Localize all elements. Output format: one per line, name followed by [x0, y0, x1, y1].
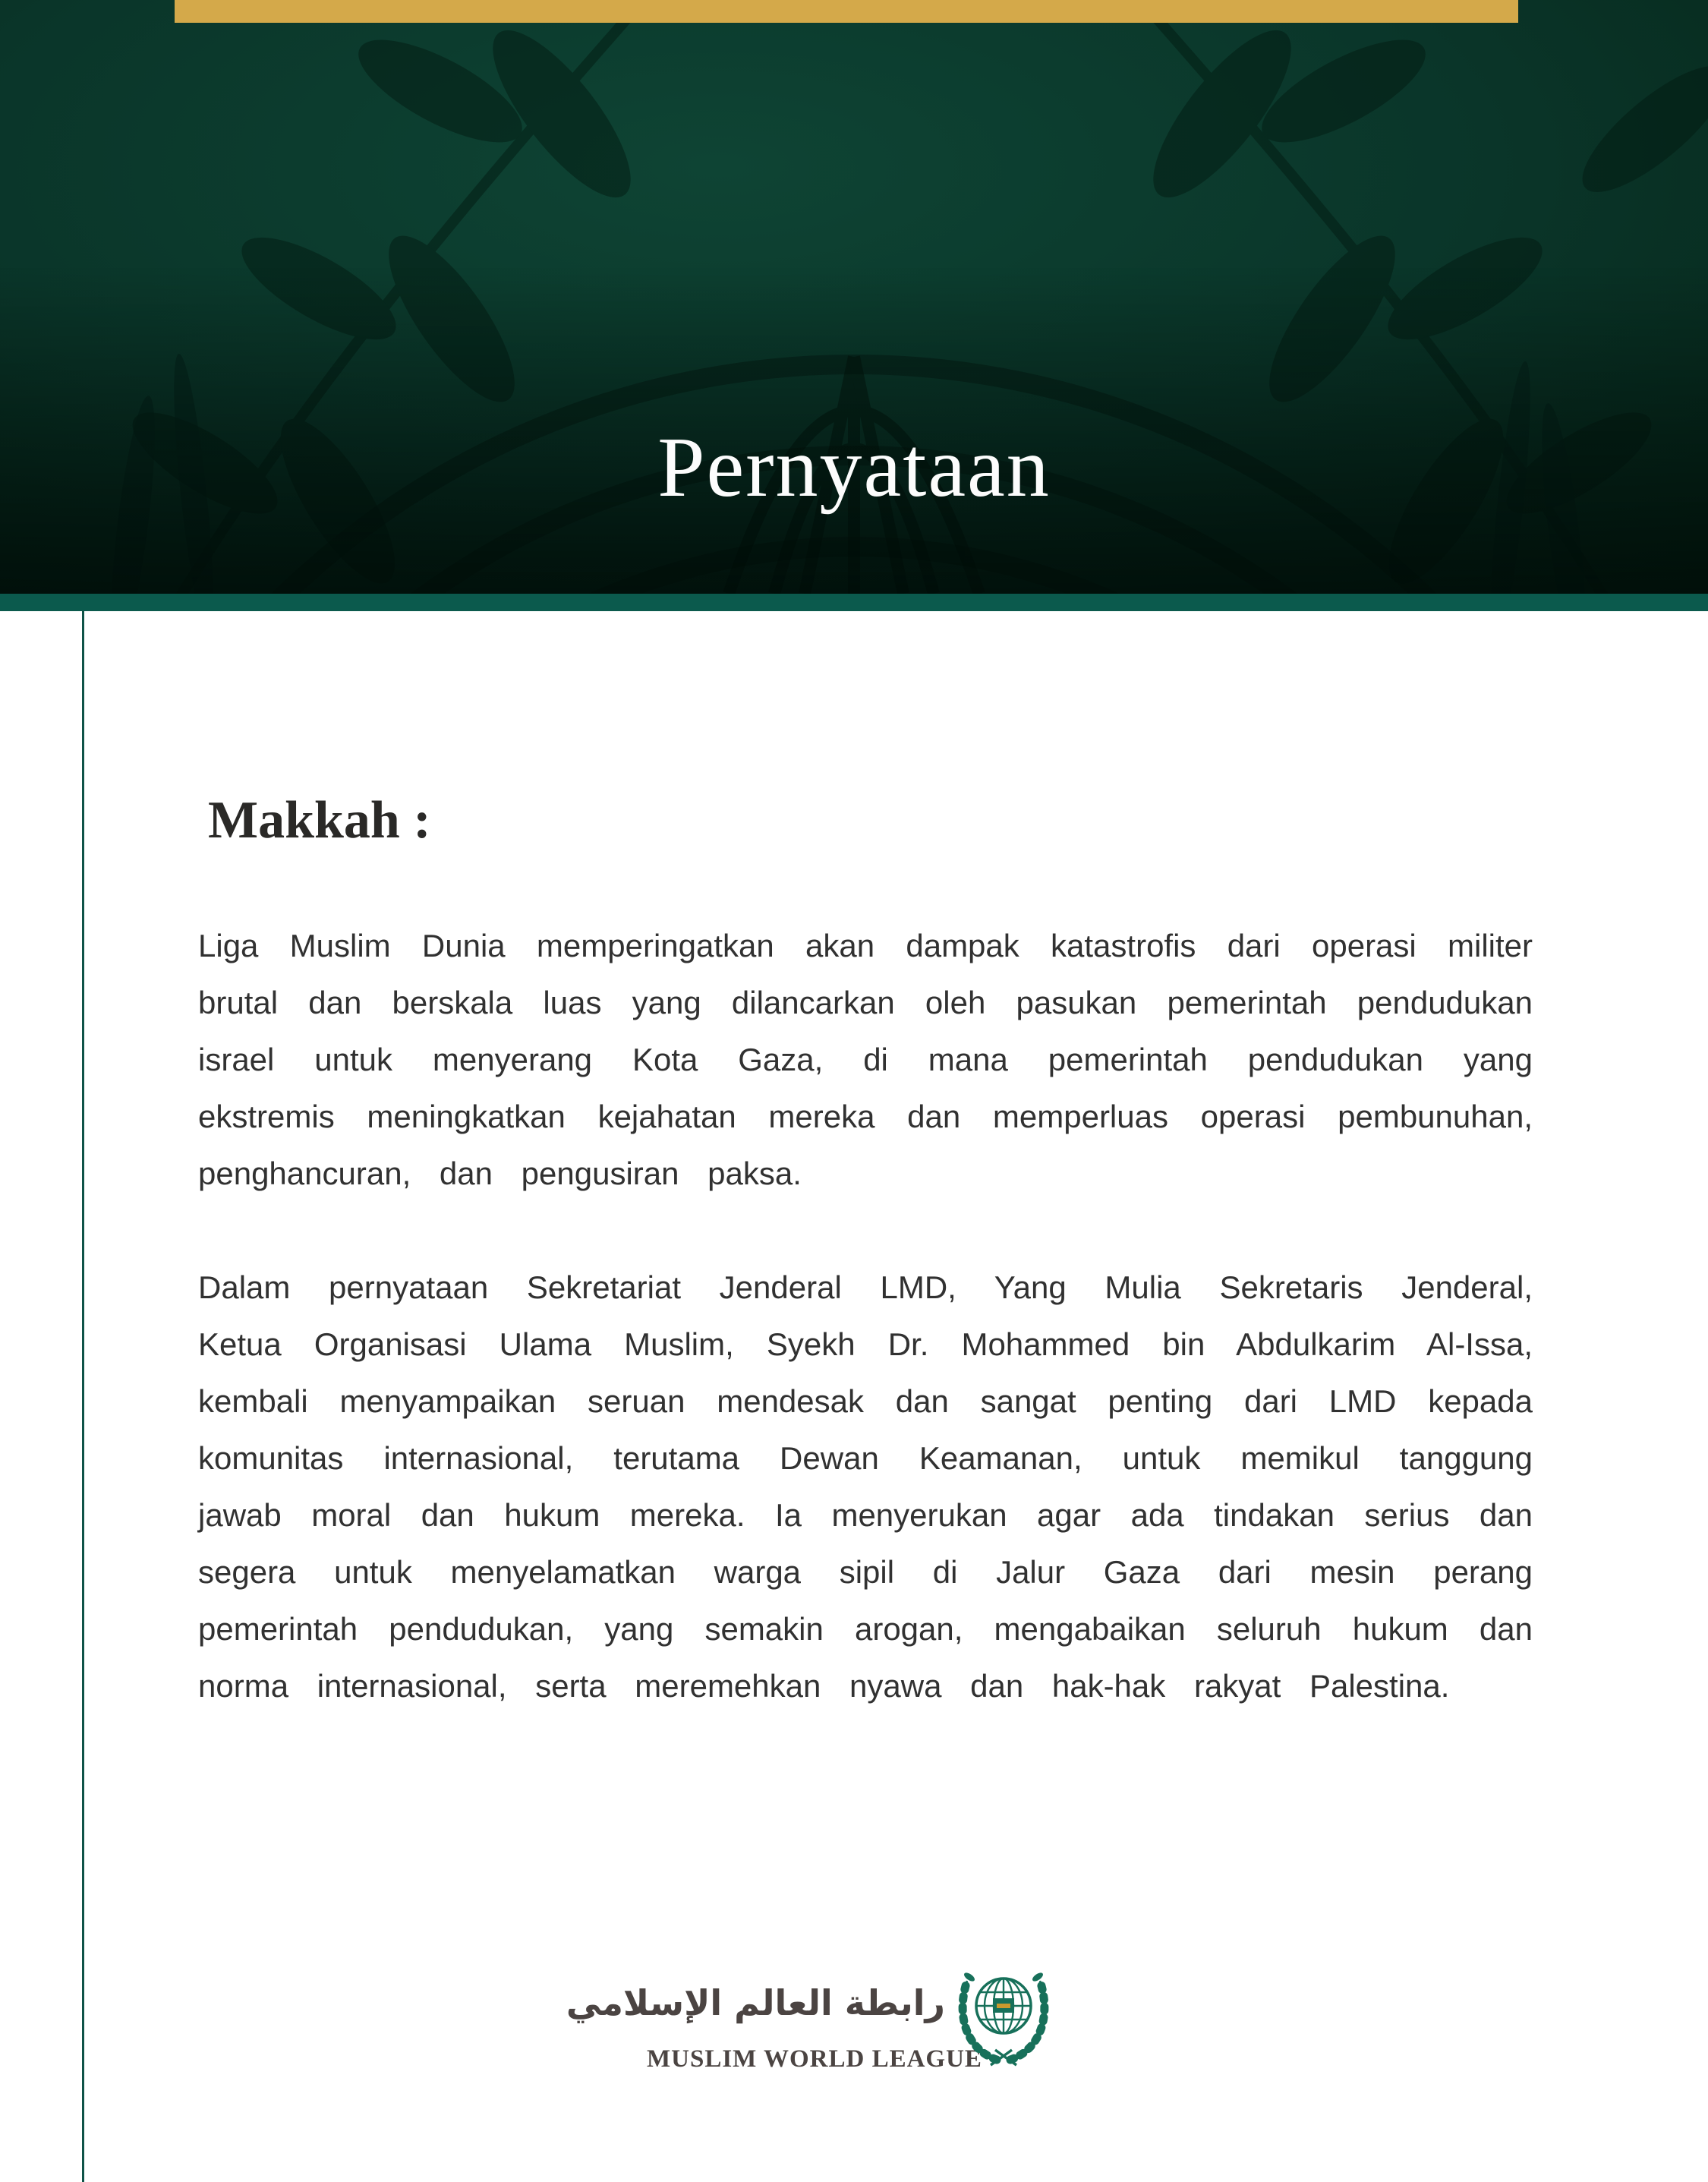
org-wordmark: MUSLIM WORLD LEAGUE [647, 2045, 982, 2073]
wreath-globe-kaaba-emblem-icon [954, 1970, 1053, 2067]
page-title: Pernyataan [657, 421, 1051, 515]
location-heading: Makkah : [208, 791, 431, 850]
statement-paragraph-1: Liga Muslim Dunia memperingatkan akan dampak katastrofis dari operasi militer brutal dan berskala luas yang dilancarkan oleh pasukan pemerintah pendudukan israel untuk menyerang Kota Gaza, di mana pemerintah pendudukan yang ekstremis meningkatkan kejahatan mereka dan memperluas operasi pembunuhan, penghancuran, dan pengusiran paksa. [198, 928, 1533, 1191]
header-banner [0, 0, 1708, 594]
statement-paragraph-2: Dalam pernyataan Sekretariat Jenderal LMD, Yang Mulia Sekretaris Jenderal, Ketua Organisasi Ulama Muslim, Syekh Dr. Mohammed bin Abdulkarim Al-Issa, kembali menyampaikan seruan mendesak dan sangat penting dari LMD kepada komunitas internasional, terutama Dewan Keamanan, untuk memikul tanggung jawab moral dan hukum mereka. Ia menyerukan agar ada tindakan serius dan segera untuk menyelamatkan warga sipil di Jalur Gaza dari mesin perang pemerintah pendudukan, yang semakin arogan, mengabaikan seluruh hukum dan norma internasional, serta meremehkan nyawa dan hak-hak rakyat Palestina. [198, 1269, 1533, 1704]
teal-divider-band [0, 594, 1708, 611]
statement-body [198, 917, 1533, 1714]
org-name-arabic: رابطة العالم الإسلامي [566, 1982, 945, 2023]
gold-accent-bar [175, 0, 1518, 23]
kaaba-icon [993, 1998, 1014, 2013]
left-margin-rule [82, 611, 84, 2182]
